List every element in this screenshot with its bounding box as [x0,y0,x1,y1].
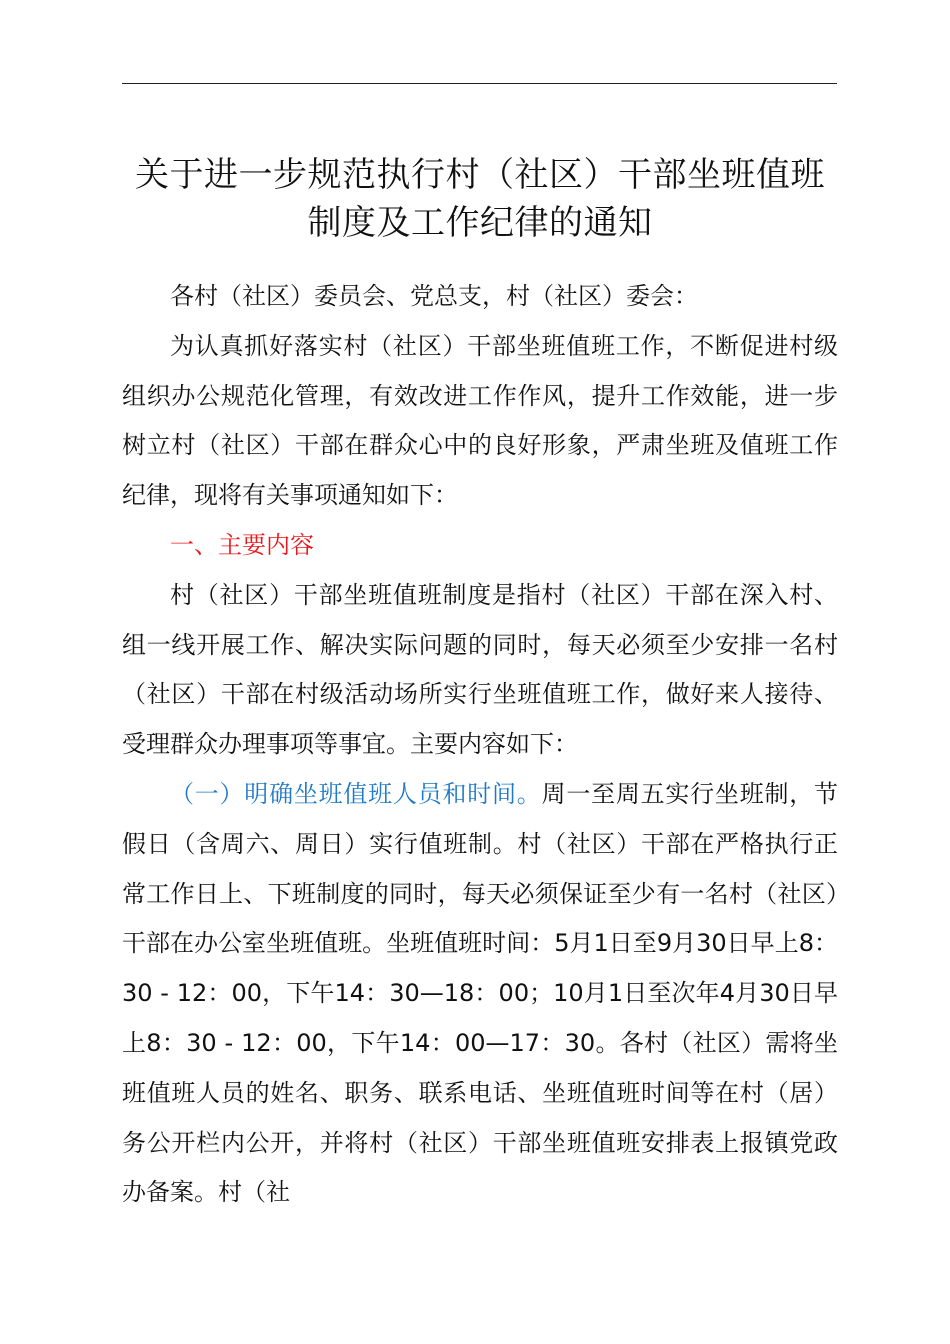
section-1-heading: 一、主要内容 [170,530,314,559]
intro-paragraph: 为认真抓好落实村（社区）干部坐班值班工作，不断促进村级组织办公规范化管理，有效改进工作作风，提升工作效能，进一步树立村（社区）干部在群众心中的良好形象，严肃坐班及值班工作纪律，现将有关事项通知如下： [122,331,838,510]
document-body [122,272,838,1218]
document-title-line-2: 制度及工作纪律的通知 [307,203,653,243]
header-rule [122,83,837,84]
subsection-1-body: 周一至周五实行坐班制，节假日（含周六、周日）实行值班制。村（社区）干部在严格执行正常工作日上、下班制度的同时，每天必须保证至少有一名村（社区）干部在办公室坐班值班。坐班值班时间：5月1日至9月30日早上8：30 - 12：00，下午14：30—18：00；10月1日至次年4月30日早上8：30 - 12：00，下午14：00—17：30。各村（社区）需将坐班值班人员的姓名、职务、联系电话、坐班值班时间等在村（居）务公开栏内公开，并将村（社区）干部坐班值班安排表上报镇党政办备案。村（社 [122,779,839,1207]
subsection-1-heading: （一）明确坐班值班人员和时间。 [170,779,542,808]
salutation: 各村（社区）委员会、党总支，村（社区）委会： [170,282,698,310]
document-title-line-1: 关于进一步规范执行村（社区）干部坐班值班 [135,155,825,195]
subsection-1-paragraph [122,770,838,1218]
section-1-paragraph: 村（社区）干部坐班值班制度是指村（社区）干部在深入村、组一线开展工作、解决实际问题的同时，每天必须至少安排一名村（社区）干部在村级活动场所实行坐班值班工作，做好来人接待、受理群众办理事项等事宜。主要内容如下： [122,580,838,759]
